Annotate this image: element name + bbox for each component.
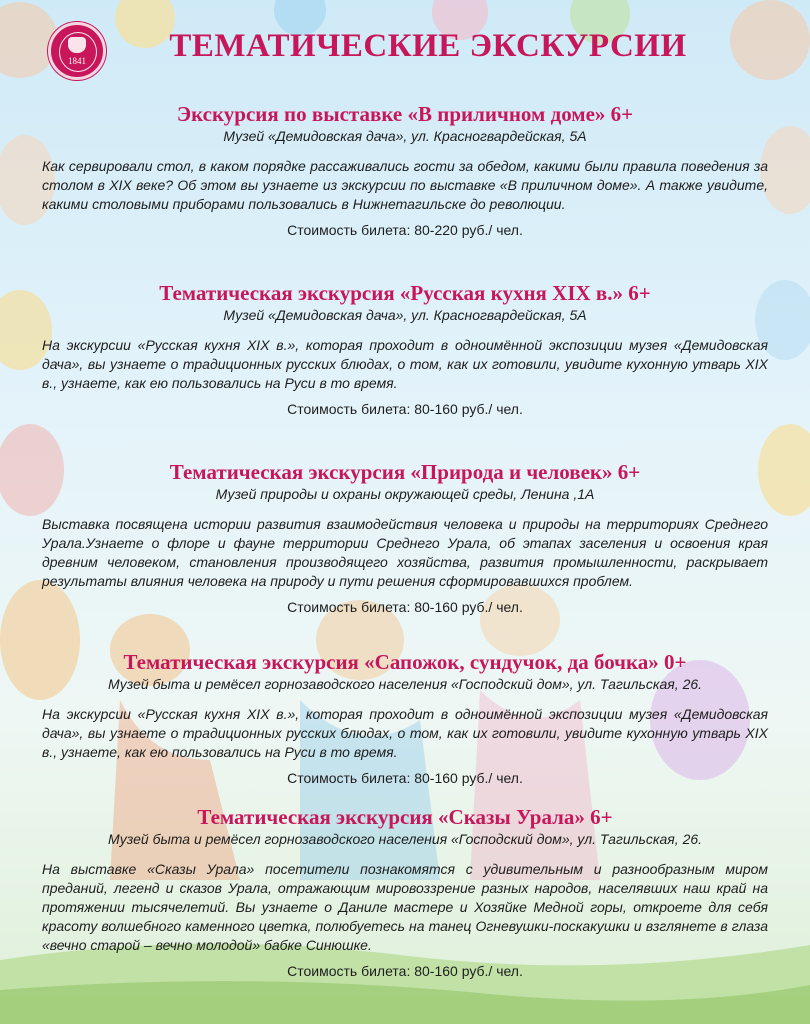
excursion-description: На экскурсии «Русская кухня XIX в.», которая проходит в одноимённой экспозиции музея «Демидовская дача», вы узнаете о традиционных русских блюдах, о том, как их готовили, увидите кухонную утварь XIX в., узнаете, как ею пользовались на Руси в то время. — [42, 706, 768, 760]
excursion-venue: Музей «Демидовская дача», ул. Красногвардейская, 5А — [223, 128, 587, 144]
logo-emblem-icon — [68, 37, 86, 53]
excursion-title: Тематическая экскурсия «Сапожок, сундучок, да бочка» 0+ — [123, 650, 687, 674]
excursion-section — [42, 281, 768, 418]
page-title: ТЕМАТИЧЕСКИЕ ЭКСКУРСИИ — [169, 28, 687, 64]
excursion-price: Стоимость билета: 80-220 руб./ чел. — [287, 222, 523, 238]
excursion-venue: Музей природы и охраны окружающей среды, Ленина ,1А — [215, 486, 595, 502]
excursion-section — [42, 805, 768, 980]
excursion-title: Тематическая экскурсия «Сказы Урала» 6+ — [197, 805, 613, 829]
logo-year: 1841 — [68, 56, 86, 66]
excursion-section — [42, 102, 768, 239]
excursion-price: Стоимость билета: 80-160 руб./ чел. — [287, 401, 523, 417]
excursion-venue: Музей «Демидовская дача», ул. Красногвардейская, 5А — [223, 307, 587, 323]
museum-logo — [48, 22, 106, 80]
excursion-section — [42, 650, 768, 787]
excursion-description: На экскурсии «Русская кухня XIX в.», которая проходит в одноимённой экспозиции музея «Демидовская дача», вы узнаете о традиционных русских блюдах, о том, как их готовили, увидите кухонную утварь XIX в., узнаете, как ею пользовались на Руси в то время. — [42, 337, 768, 391]
excursion-description: На выставке «Сказы Урала» посетители познакомятся с удивительным и разнообразным миром преданий, легенд и сказов Урала, отражающим мировоззрение разных народов, населявших наш край на протяжении тысячелетий. Вы узнаете о Даниле мастере и Хозяйке Медной горы, откроете для себя красоту волшебного каменного цветка, полюбуетесь на танец Огневушки-поскакушки и взглянете в глаза «вечно старой – вечно молодой» бабке Синюшке. — [42, 861, 768, 953]
excursion-price: Стоимость билета: 80-160 руб./ чел. — [287, 770, 523, 786]
excursion-description: Выставка посвящена истории развития взаимодействия человека и природы на территориях Среднего Урала.Узнаете о флоре и фауне территории Среднего Урала, об этапах заселения и освоения края древним человеком, становления производящего хозяйства, развития промышленности, раскрывает результаты влияния человека на природу и пути решения сформировавшихся проблем. — [42, 516, 768, 589]
excursion-venue: Музей быта и ремёсел горнозаводского населения «Господский дом», ул. Тагильская, 26. — [107, 676, 703, 692]
excursion-description: Как сервировали стол, в каком порядке рассаживались гости за обедом, какими были правила поведения за столом в XIX веке? Об этом вы узнаете из экскурсии по выставке «В приличном доме». А также увидите, какими столовыми приборами пользовались в Нижнетагильске до революции. — [42, 158, 768, 212]
excursion-price: Стоимость билета: 80-160 руб./ чел. — [287, 963, 523, 979]
excursion-section — [42, 460, 768, 616]
excursion-price: Стоимость билета: 80-160 руб./ чел. — [287, 599, 523, 615]
excursion-title: Тематическая экскурсия «Природа и человек» 6+ — [169, 460, 641, 484]
excursion-title: Тематическая экскурсия «Русская кухня XIX в.» 6+ — [159, 281, 651, 305]
excursion-venue: Музей быта и ремёсел горнозаводского населения «Господский дом», ул. Тагильская, 26. — [107, 831, 703, 847]
excursion-title: Экскурсия по выставке «В приличном доме» 6+ — [176, 102, 634, 126]
